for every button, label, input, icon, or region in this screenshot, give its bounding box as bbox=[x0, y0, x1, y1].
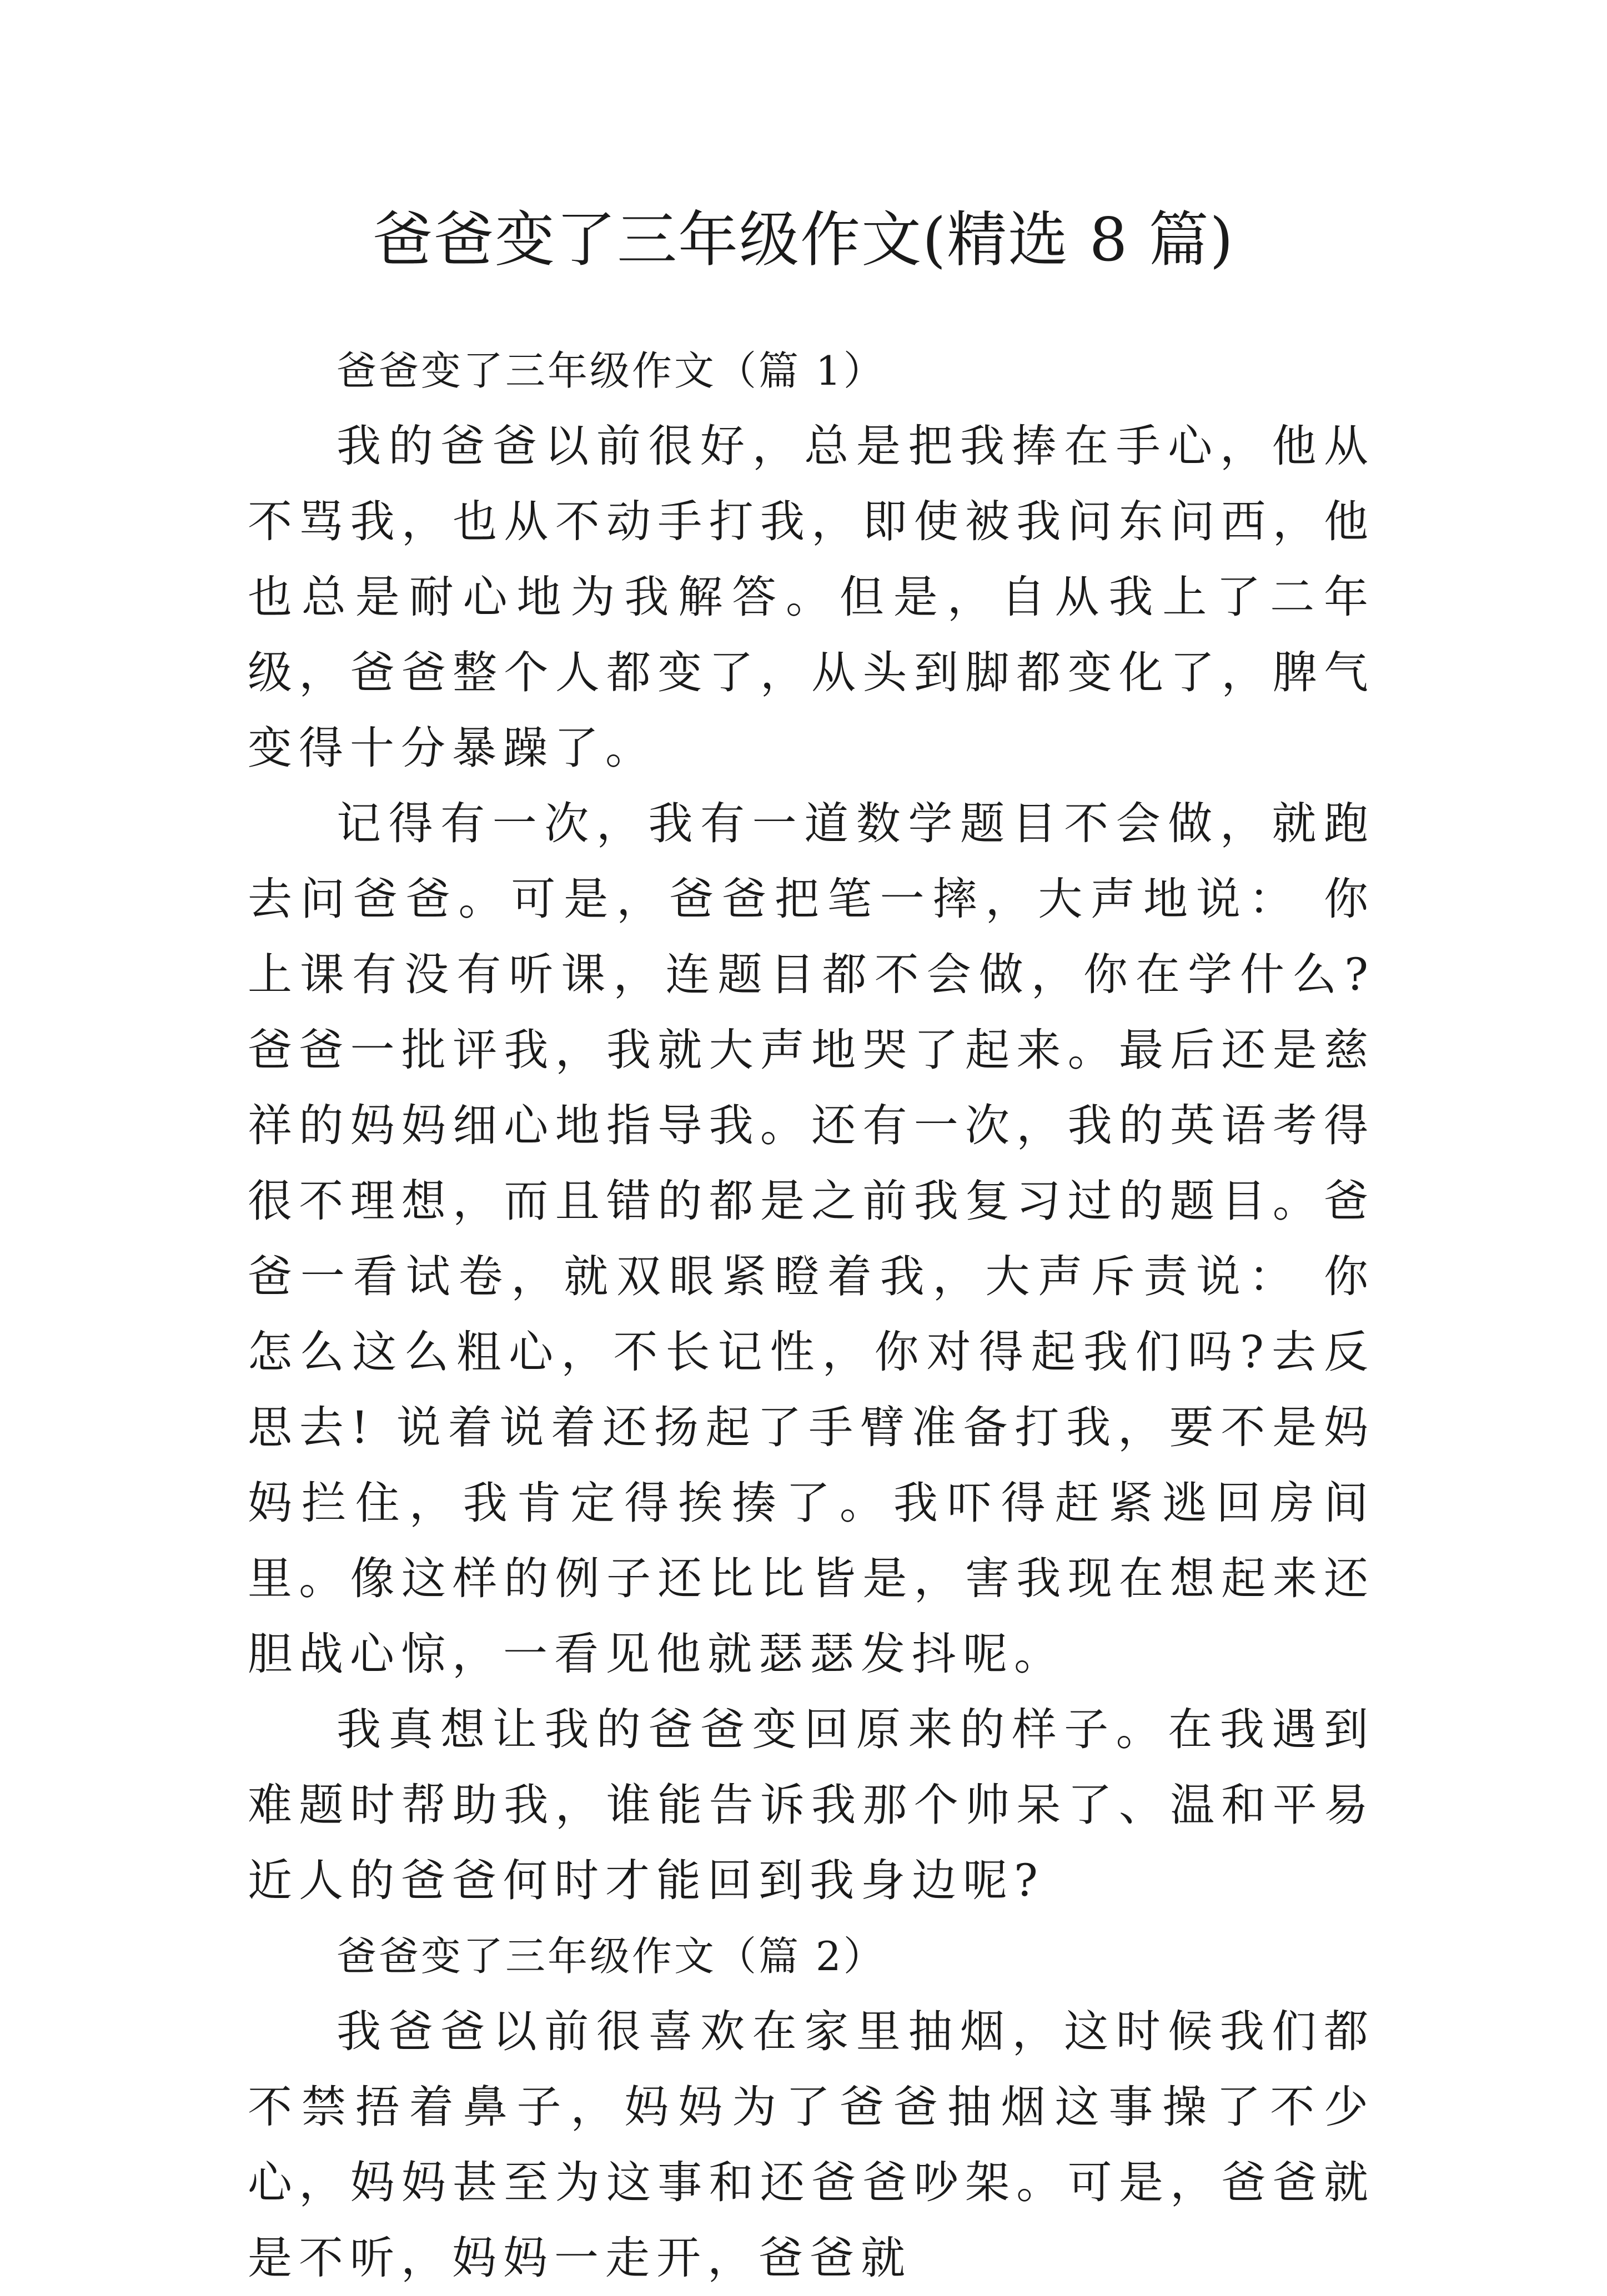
paragraph: 我真想让我的爸爸变回原来的样子。在我遇到难题时帮助我，谁能告诉我那个帅呆了、温和平易近人的爸爸何时才能回到我身边呢? bbox=[248, 1704, 1375, 1906]
section-heading: 爸爸变了三年级作文（篇 2） bbox=[337, 1933, 886, 1980]
document-title: 爸爸变了三年级作文(精选 8 篇) bbox=[373, 205, 1234, 275]
paragraph: 我爸爸以前很喜欢在家里抽烟，这时候我们都不禁捂着鼻子，妈妈为了爸爸抽烟这事操了不少心，妈妈甚至为这事和还爸爸吵架。可是，爸爸就是不听，妈妈一走开，爸爸就 bbox=[248, 2006, 1375, 2284]
section-heading: 爸爸变了三年级作文（篇 1） bbox=[337, 348, 886, 394]
document-body bbox=[248, 333, 1375, 2296]
paragraph: 我的爸爸以前很好，总是把我捧在手心，他从不骂我，也从不动手打我，即使被我问东问西，他也总是耐心地为我解答。但是，自从我上了二年级，爸爸整个人都变了，从头到脚都变化了，脾气变得十分暴躁了。 bbox=[248, 420, 1375, 774]
paragraph: 记得有一次，我有一道数学题目不会做，就跑去问爸爸。可是，爸爸把笔一摔，大声地说： 你上课有没有听课，连题目都不会做，你在学什么? 爸爸一批评我，我就大声地哭了起来。最后还是慈祥的妈妈细心地指导我。还有一次，我的英语考得很不理想，而且错的都是之前我复习过的题目。爸爸一看试卷，就双眼紧瞪着我，大声斥责说： 你怎么这么粗心，不长记性，你对得起我们吗?去反思去! 说着说着还扬起了手臂准备打我，要不是妈妈拦住，我肯定得挨揍了。我吓得赶紧逃回房间里。像这样的例子还比比皆是，害我现在想起来还胆战心惊，一看见他就瑟瑟发抖呢。 bbox=[248, 798, 1375, 1680]
